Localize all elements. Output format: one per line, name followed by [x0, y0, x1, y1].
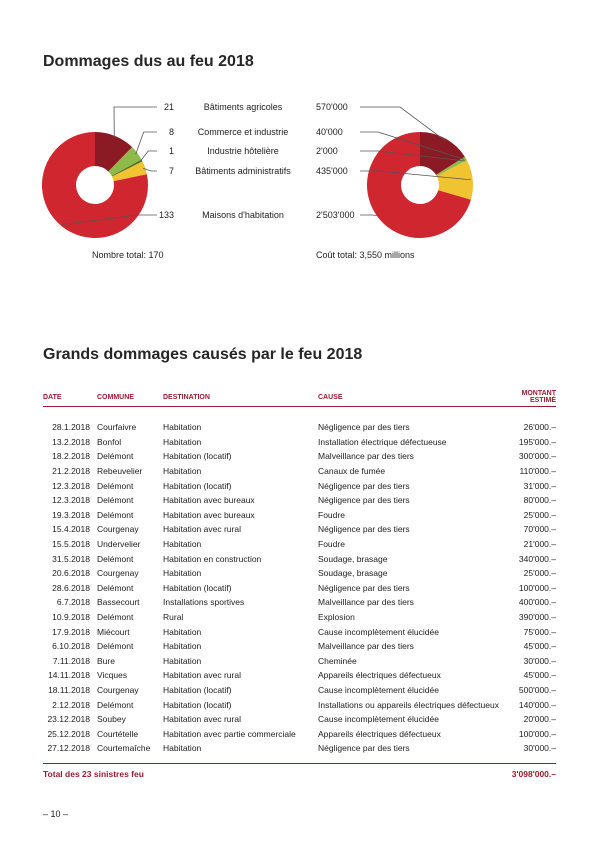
cell-cause: Négligence par des tiers — [318, 480, 410, 491]
cell-date: 23.12.2018 — [47, 714, 90, 725]
cell-destination: Rural — [163, 612, 184, 623]
cell-amount: 30'000.– — [523, 743, 556, 754]
table-row — [43, 464, 556, 479]
table-row — [43, 435, 556, 450]
legend-label-administratif: Bâtiments administratifs — [195, 166, 291, 176]
table-section-title: Grands dommages causés par le feu 2018 — [43, 346, 363, 363]
table-row — [43, 581, 556, 596]
cell-date: 14.11.2018 — [48, 670, 90, 681]
table-row — [43, 654, 556, 669]
cell-amount: 340'000.– — [518, 553, 556, 564]
total-divider — [43, 763, 556, 764]
cell-commune: Delémont — [97, 553, 134, 564]
cell-cause: Malveillance par des tiers — [318, 597, 414, 608]
table-row — [43, 712, 556, 727]
cell-cause: Explosion — [318, 612, 355, 623]
cell-date: 19.3.2018 — [52, 509, 90, 520]
cell-destination: Habitation — [163, 743, 202, 754]
cell-destination: Habitation (locatif) — [163, 451, 232, 462]
cell-cause: Cause incomplètement élucidée — [318, 714, 439, 725]
cell-destination: Habitation — [163, 568, 202, 579]
pie-chart-cost — [367, 132, 473, 238]
cell-commune: Bonfol — [97, 436, 122, 447]
cell-amount: 300'000.– — [518, 451, 556, 462]
table-row — [43, 420, 556, 435]
legend-label-habitation: Maisons d'habitation — [202, 210, 284, 220]
cell-cause: Cause incomplètement élucidée — [318, 626, 439, 637]
cell-commune: Rebeuvelier — [97, 466, 143, 477]
cell-date: 6.10.2018 — [52, 641, 90, 652]
cell-date: 25.12.2018 — [47, 728, 90, 739]
cell-amount: 26'000.– — [523, 422, 556, 433]
table-total-label: Total des 23 sinistres feu — [43, 769, 144, 779]
cell-commune: Undervelier — [97, 539, 141, 550]
cell-commune: Delémont — [97, 509, 134, 520]
cell-amount: 110'000.– — [519, 466, 556, 477]
header-amount: MONTANT ESTIMÉ — [499, 388, 556, 407]
cell-amount: 25'000.– — [523, 509, 556, 520]
cell-date: 31.5.2018 — [52, 553, 90, 564]
cell-cause: Négligence par des tiers — [318, 743, 410, 754]
cell-amount: 31'000.– — [523, 480, 556, 491]
cell-cause: Foudre — [318, 509, 345, 520]
cell-amount: 70'000.– — [523, 524, 556, 535]
cell-date: 12.3.2018 — [52, 480, 90, 491]
table-row — [43, 624, 556, 639]
cell-date: 18.2.2018 — [52, 451, 90, 462]
cell-date: 7.11.2018 — [52, 655, 90, 666]
cell-date: 21.2.2018 — [52, 466, 90, 477]
cell-destination: Habitation (locatif) — [163, 699, 232, 710]
cell-commune: Delémont — [97, 612, 134, 623]
cell-cause: Cause incomplètement élucidée — [318, 684, 439, 695]
table-row — [43, 478, 556, 493]
cell-destination: Habitation avec rural — [163, 524, 241, 535]
header-date: DATE — [43, 388, 97, 407]
cell-cause: Soudage, brasage — [318, 553, 388, 564]
cell-date: 2.12.2018 — [52, 699, 90, 710]
table-row — [43, 610, 556, 625]
cell-cause: Négligence par des tiers — [318, 524, 410, 535]
cell-amount: 400'000.– — [518, 597, 556, 608]
cell-destination: Habitation (locatif) — [163, 480, 232, 491]
cell-commune: Bassecourt — [97, 597, 140, 608]
cell-commune: Delémont — [97, 451, 134, 462]
cell-destination: Habitation (locatif) — [163, 684, 232, 695]
cell-date: 28.6.2018 — [52, 582, 90, 593]
table-row — [43, 697, 556, 712]
table-row — [43, 639, 556, 654]
count-habitation: 133 — [158, 210, 174, 220]
table-row — [43, 449, 556, 464]
header-cause: CAUSE — [318, 388, 499, 407]
cell-destination: Habitation — [163, 436, 202, 447]
cell-amount: 100'000.– — [518, 582, 556, 593]
cell-date: 17.9.2018 — [52, 626, 90, 637]
total-count: Nombre total: 170 — [92, 250, 164, 260]
cell-amount: 390'000.– — [518, 612, 556, 623]
cell-cause: Négligence par des tiers — [318, 422, 410, 433]
cell-amount: 80'000.– — [523, 495, 556, 506]
cell-cause: Malveillance par des tiers — [318, 641, 414, 652]
cell-cause: Installations ou appareils électriques défectueux — [318, 699, 499, 710]
count-hotellerie: 1 — [168, 146, 174, 156]
total-cost: Coût total: 3,550 millions — [316, 250, 415, 260]
chart-section-title: Dommages dus au feu 2018 — [43, 53, 254, 70]
value-habitation: 2'503'000 — [316, 210, 355, 220]
cell-amount: 30'000.– — [523, 655, 556, 666]
cell-date: 6.7.2018 — [56, 597, 90, 608]
cell-commune: Vicques — [97, 670, 128, 681]
cell-destination: Habitation avec rural — [163, 670, 241, 681]
cell-amount: 20'000.– — [523, 714, 556, 725]
damages-table — [43, 388, 556, 756]
table-total-amount: 3'098'000.– — [511, 769, 556, 779]
cell-destination: Habitation — [163, 655, 202, 666]
cell-destination: Habitation avec rural — [163, 714, 241, 725]
table-row — [43, 537, 556, 552]
legend-label-hotellerie: Industrie hôtelière — [207, 146, 279, 156]
cell-cause: Appareils électriques défectueux — [318, 670, 441, 681]
cell-commune: Courtételle — [97, 728, 139, 739]
cell-date: 28.1.2018 — [52, 422, 90, 433]
value-agricole: 570'000 — [316, 102, 348, 112]
cell-commune: Delémont — [97, 480, 134, 491]
value-commerce: 40'000 — [316, 127, 343, 137]
cell-date: 27.12.2018 — [47, 743, 90, 754]
cell-date: 10.9.2018 — [52, 612, 90, 623]
cell-commune: Delémont — [97, 495, 134, 506]
cell-amount: 25'000.– — [523, 568, 556, 579]
header-commune: COMMUNE — [97, 388, 163, 407]
count-agricole: 21 — [163, 102, 174, 112]
cell-cause: Soudage, brasage — [318, 568, 388, 579]
cell-commune: Miécourt — [97, 626, 130, 637]
cell-destination: Habitation — [163, 466, 202, 477]
cell-date: 20.6.2018 — [52, 568, 90, 579]
cell-amount: 140'000.– — [518, 699, 556, 710]
cell-amount: 75'000.– — [523, 626, 556, 637]
table-row — [43, 726, 556, 741]
cell-amount: 21'000.– — [523, 539, 556, 550]
pie-chart-count — [42, 132, 148, 238]
cell-cause: Cheminée — [318, 655, 357, 666]
cell-cause: Négligence par des tiers — [318, 495, 410, 506]
cell-commune: Delémont — [97, 699, 134, 710]
cell-date: 18.11.2018 — [48, 684, 90, 695]
cell-destination: Installations sportives — [163, 597, 245, 608]
cell-commune: Courgenay — [97, 568, 139, 579]
cell-amount: 45'000.– — [523, 670, 556, 681]
table-row — [43, 668, 556, 683]
cell-cause: Malveillance par des tiers — [318, 451, 414, 462]
table-row — [43, 683, 556, 698]
cell-destination: Habitation (locatif) — [163, 582, 232, 593]
page-number: – 10 – — [43, 809, 69, 819]
cell-destination: Habitation avec partie commerciale — [163, 728, 296, 739]
cell-commune: Soubey — [97, 714, 126, 725]
cell-destination: Habitation avec bureaux — [163, 495, 255, 506]
cell-commune: Delémont — [97, 641, 134, 652]
cell-commune: Delémont — [97, 582, 134, 593]
header-destination: DESTINATION — [163, 388, 318, 407]
cell-destination: Habitation — [163, 641, 202, 652]
cell-commune: Courtemaîche — [97, 743, 151, 754]
cell-cause: Appareils électriques défectueux — [318, 728, 441, 739]
cell-commune: Courgenay — [97, 684, 139, 695]
count-administratif: 7 — [168, 166, 174, 176]
cell-cause: Canaux de fumée — [318, 466, 386, 477]
cell-date: 15.4.2018 — [52, 524, 90, 535]
value-hotellerie: 2'000 — [316, 146, 338, 156]
cell-cause: Foudre — [318, 539, 345, 550]
cell-cause: Négligence par des tiers — [318, 582, 410, 593]
cell-date: 15.5.2018 — [52, 539, 90, 550]
cell-commune: Courgenay — [97, 524, 139, 535]
cell-amount: 500'000.– — [518, 684, 556, 695]
cell-amount: 45'000.– — [523, 641, 556, 652]
leader-cost-habitation — [360, 215, 379, 216]
cell-cause: Installation électrique défectueuse — [318, 436, 447, 447]
cell-date: 13.2.2018 — [52, 436, 90, 447]
table-header-row — [43, 388, 556, 407]
table-row — [43, 595, 556, 610]
legend-label-agricole: Bâtiments agricoles — [203, 102, 283, 112]
cell-amount: 195'000.– — [518, 436, 556, 447]
cell-destination: Habitation — [163, 539, 202, 550]
value-administratif: 435'000 — [316, 166, 348, 176]
cell-commune: Bure — [97, 655, 115, 666]
cell-commune: Courfaivre — [97, 422, 137, 433]
table-row — [43, 493, 556, 508]
count-commerce: 8 — [168, 127, 174, 137]
legend-label-commerce: Commerce et industrie — [197, 127, 289, 137]
cell-destination: Habitation en construction — [163, 553, 262, 564]
table-row — [43, 508, 556, 523]
table-row — [43, 566, 556, 581]
cell-date: 12.3.2018 — [52, 495, 90, 506]
cell-destination: Habitation — [163, 626, 202, 637]
table-row — [43, 551, 556, 566]
table-row — [43, 741, 556, 756]
cell-destination: Habitation — [163, 422, 202, 433]
cell-destination: Habitation avec bureaux — [163, 509, 255, 520]
cell-amount: 100'000.– — [518, 728, 556, 739]
table-row — [43, 522, 556, 537]
